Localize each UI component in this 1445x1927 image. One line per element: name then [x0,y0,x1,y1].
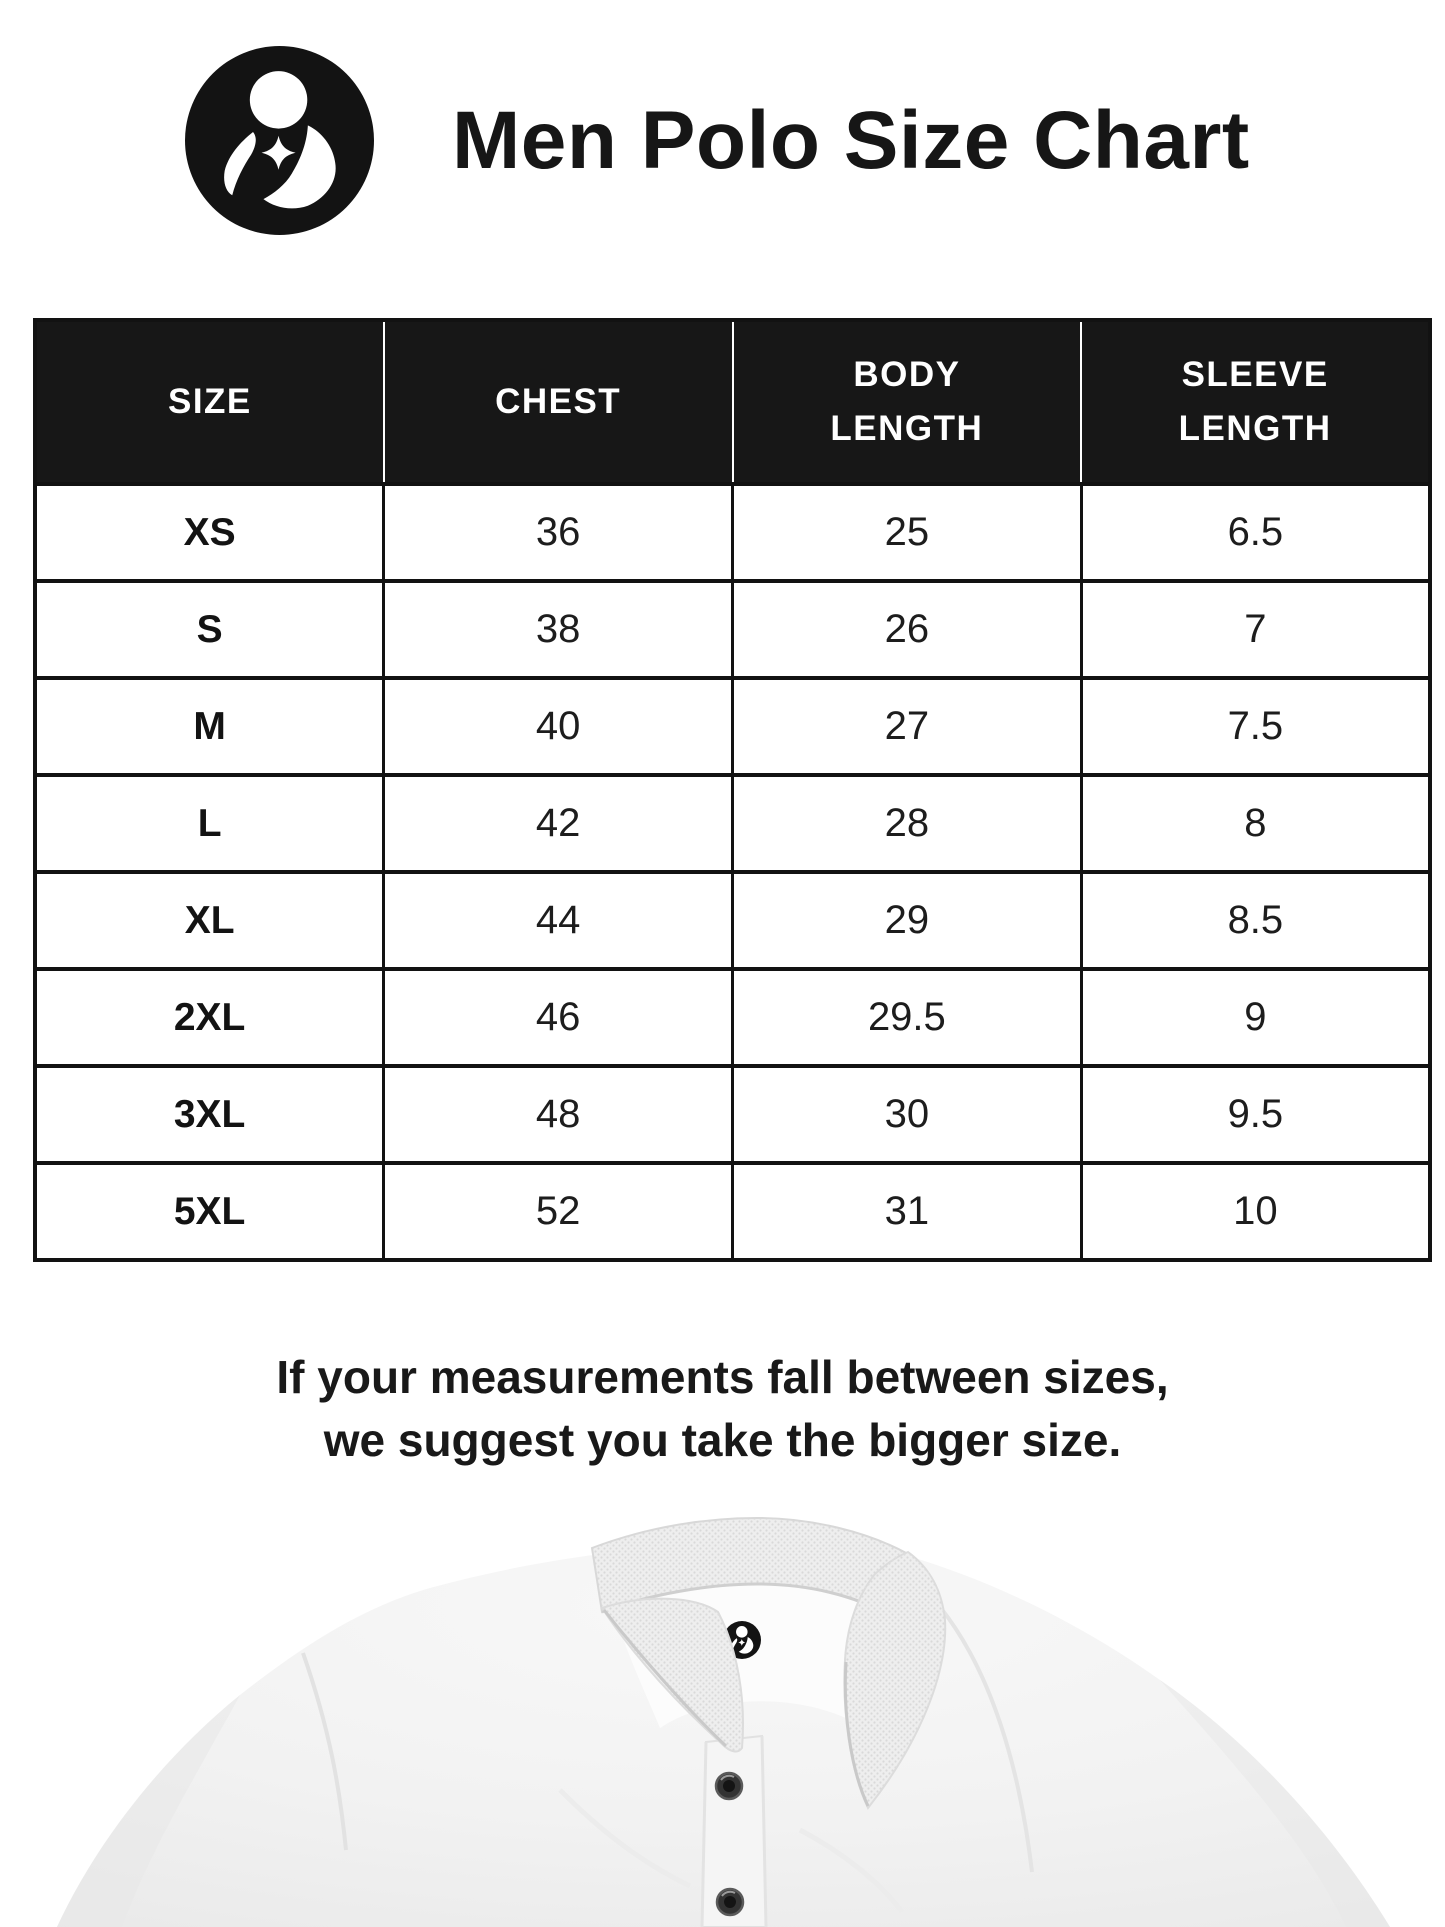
fit-note-line-2: we suggest you take the bigger size. [323,1414,1122,1467]
size-cell: 5XL [35,1163,384,1260]
body-length-cell: 25 [733,484,1082,581]
column-header-chest: CHEST [384,320,733,484]
column-header-body-length: BODY LENGTH [733,320,1082,484]
sleeve-length-cell: 10 [1081,1163,1430,1260]
size-cell: 3XL [35,1066,384,1163]
table-row [35,775,1430,872]
sleeve-length-cell: 8.5 [1081,872,1430,969]
sleeve-length-cell: 9 [1081,969,1430,1066]
table-row [35,484,1430,581]
chest-cell: 42 [384,775,733,872]
table-row [35,581,1430,678]
size-chart-table [33,318,1432,1262]
chest-cell: 40 [384,678,733,775]
body-length-cell: 31 [733,1163,1082,1260]
chest-cell: 38 [384,581,733,678]
polo-button [716,1888,744,1916]
column-header-size: SIZE [35,320,384,484]
size-cell: 2XL [35,969,384,1066]
polo-button [715,1772,743,1800]
polo-shirt-image [0,1490,1445,1927]
chest-cell: 48 [384,1066,733,1163]
sleeve-length-cell: 8 [1081,775,1430,872]
sleeve-length-cell: 7 [1081,581,1430,678]
table-row [35,872,1430,969]
sleeve-length-cell: 7.5 [1081,678,1430,775]
fit-note [0,1346,1445,1473]
fit-note-line-1: If your measurements fall between sizes, [276,1351,1169,1403]
body-length-cell: 30 [733,1066,1082,1163]
table-row [35,678,1430,775]
body-length-cell: 29.5 [733,969,1082,1066]
size-cell: L [35,775,384,872]
size-cell: XL [35,872,384,969]
chest-cell: 52 [384,1163,733,1260]
chest-cell: 46 [384,969,733,1066]
sleeve-length-cell: 6.5 [1081,484,1430,581]
chest-cell: 36 [384,484,733,581]
size-cell: S [35,581,384,678]
table-header-row [35,320,1430,484]
size-cell: M [35,678,384,775]
table-row [35,1163,1430,1260]
page-title: Men Polo Size Chart [452,95,1250,186]
body-length-cell: 27 [733,678,1082,775]
table-row [35,1066,1430,1163]
sleeve-length-cell: 9.5 [1081,1066,1430,1163]
brand-logo-icon [185,46,374,235]
column-header-sleeve-length: SLEEVE LENGTH [1081,320,1430,484]
chest-cell: 44 [384,872,733,969]
size-cell: XS [35,484,384,581]
body-length-cell: 26 [733,581,1082,678]
body-length-cell: 28 [733,775,1082,872]
table-row [35,969,1430,1066]
body-length-cell: 29 [733,872,1082,969]
